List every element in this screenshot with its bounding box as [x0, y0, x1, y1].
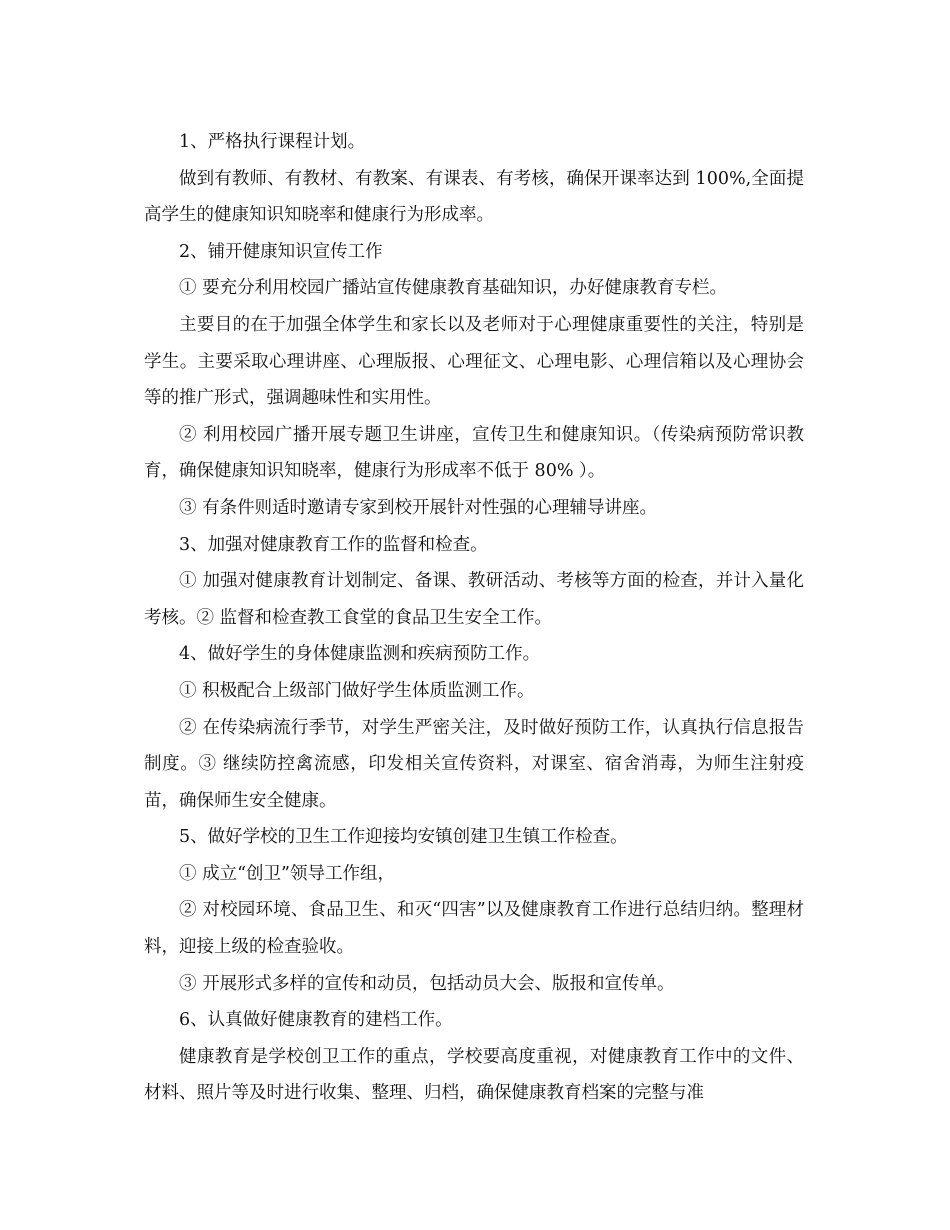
paragraph: 健康教育是学校创卫工作的重点，学校要高度重视，对健康教育工作中的文件、材料、照片等及时进行收集、整理、归档，确保健康教育档案的完整与准 — [144, 1046, 804, 1104]
list-item: ② 在传染病流行季节，对学生严密关注，及时做好预防工作，认真执行信息报告制度。③ 继续防控禽流感，印发相关宣传资料，对课室、宿舍消毒，为师生注射疫苗，确保师生安全健康。 — [144, 717, 804, 811]
section-heading-3: 3、加强对健康教育工作的监督和检查。 — [179, 534, 488, 555]
list-item: ① 加强对健康教育计划制定、备课、教研活动、考核等方面的检查，并计入量化考核。② 监督和检查教工食堂的食品卫生安全工作。 — [144, 571, 804, 628]
list-item: ① 成立“创卫”领导工作组， — [179, 863, 395, 884]
document-body — [144, 124, 804, 1112]
section-heading-1: 1、严格执行课程计划。 — [179, 132, 366, 152]
list-item: ③ 开展形式多样的宣传和动员，包括动员大会、版报和宣传单。 — [179, 973, 675, 994]
paragraph: 主要目的在于加强全体学生和家长以及老师对于心理健康重要性的关注，特别是学生。主要采取心理讲座、心理版报、心理征文、心理电影、心理信箱以及心理协会等的推广形式，强调趣味性和实用性。 — [144, 314, 804, 409]
section-heading-4: 4、做好学生的身体健康监测和疾病预防工作。 — [179, 644, 541, 665]
paragraph: 做到有教师、有教材、有教案、有课表、有考核，确保开课率达到 100%,全面提高学生的健康知识知晓率和健康行为形成率。 — [144, 168, 804, 226]
section-heading-6: 6、认真做好健康教育的建档工作。 — [179, 1010, 453, 1031]
list-item: ② 利用校园广播开展专题卫生讲座，宣传卫生和健康知识。（传染病预防常识教育，确保健康知识知晓率，健康行为形成率不低于 80% ）。 — [144, 424, 804, 482]
list-item: ① 要充分利用校园广播站宣传健康教育基础知识，办好健康教育专栏。 — [179, 278, 728, 299]
list-item: ② 对校园环境、食品卫生、和灭“四害”以及健康教育工作进行总结归纳。整理材料，迎接上级的检查验收。 — [144, 900, 804, 958]
section-heading-5: 5、做好学校的卫生工作迎接均安镇创建卫生镇工作检查。 — [179, 827, 628, 848]
list-item: ① 积极配合上级部门做好学生体质监测工作。 — [179, 680, 535, 701]
section-heading-2: 2、铺开健康知识宣传工作 — [179, 241, 383, 262]
list-item: ③ 有条件则适时邀请专家到校开展针对性强的心理辅导讲座。 — [179, 497, 658, 518]
